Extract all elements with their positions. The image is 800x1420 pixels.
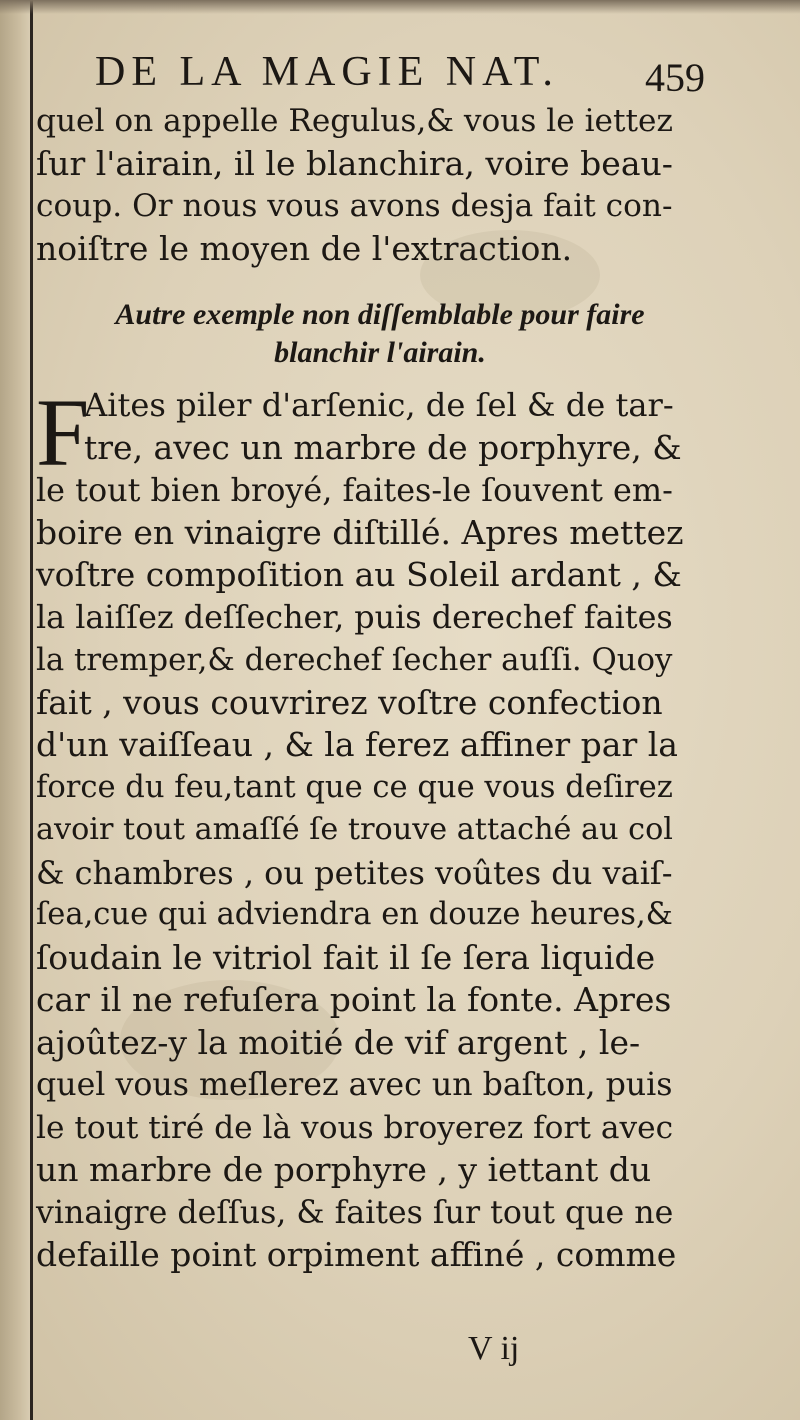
text-line: force du feu,tant que ce que vous deſirez bbox=[36, 769, 673, 805]
text-line: avoir tout amaſſé ſe trouve attaché au col bbox=[36, 812, 673, 847]
binding-gutter bbox=[0, 0, 30, 1420]
text-line: quel on appelle Regulus,& vous le iettez bbox=[36, 103, 673, 139]
text-line: la tremper,& derechef ſecher auſſi. Quoy bbox=[36, 642, 673, 678]
top-edge-shadow bbox=[0, 0, 800, 14]
text-line: boire en vinaigre diſtillé. Apres mettez bbox=[36, 512, 684, 552]
text-line: le tout bien broyé, faites-le ſouvent em- bbox=[36, 471, 673, 509]
text-line: noiſtre le moyen de l'extraction. bbox=[36, 228, 573, 268]
top-paragraph bbox=[36, 100, 686, 270]
text-line: ajoûtez-y la moitié de vif argent , le- bbox=[36, 1022, 641, 1062]
section-heading bbox=[60, 296, 700, 372]
running-title: DE LA MAGIE NAT. bbox=[95, 49, 559, 95]
text-line: d'un vaiſſeau , & la ferez affiner par la bbox=[36, 725, 678, 764]
text-line: le tout tiré de là vous broyerez fort avec bbox=[36, 1109, 674, 1146]
text-line: quel vous meſlerez avec un baſton, puis bbox=[36, 1067, 673, 1103]
text-line: Aites piler d'arſenic, de ſel & de tar- bbox=[84, 386, 674, 424]
drop-cap-initial: F bbox=[36, 379, 90, 486]
signature-mark: V ij bbox=[468, 1330, 520, 1367]
heading-line: blanchir l'airain. bbox=[274, 336, 486, 369]
text-line: coup. Or nous vous avons desja fait con- bbox=[36, 188, 673, 224]
text-line: fait , vous couvrirez voſtre confection bbox=[36, 682, 663, 722]
text-line: defaille point orpiment affiné , comme bbox=[36, 1235, 677, 1274]
text-line: tre, avec un marbre de porphyre, & bbox=[84, 427, 682, 467]
text-line: un marbre de porphyre , y iettant du bbox=[36, 1150, 652, 1189]
text-line: voſtre compoſition au Soleil ardant , & bbox=[36, 555, 682, 594]
page-number: 459 bbox=[645, 55, 705, 100]
text-line: ſur l'airain, il le blanchira, voire beau- bbox=[36, 143, 673, 183]
running-head bbox=[95, 48, 715, 100]
heading-line: Autre exemple non diſſemblable pour faire bbox=[115, 298, 645, 331]
text-line: vinaigre deſſus, & faites ſur tout que ne bbox=[36, 1194, 674, 1231]
text-line: ſoudain le vitriol fait il ſe ſera liquide bbox=[36, 937, 656, 977]
text-line: car il ne refuſera point la fonte. Apres bbox=[36, 980, 672, 1019]
text-line: la laiſſez deſſecher, puis derechef faites bbox=[36, 598, 673, 636]
text-line: ſea,cue qui adviendra en douze heures,& bbox=[36, 897, 673, 932]
text-line: & chambres , ou petites voûtes du vaiſ- bbox=[36, 853, 673, 892]
main-paragraph bbox=[36, 379, 686, 1277]
page-edge-line bbox=[30, 0, 33, 1420]
